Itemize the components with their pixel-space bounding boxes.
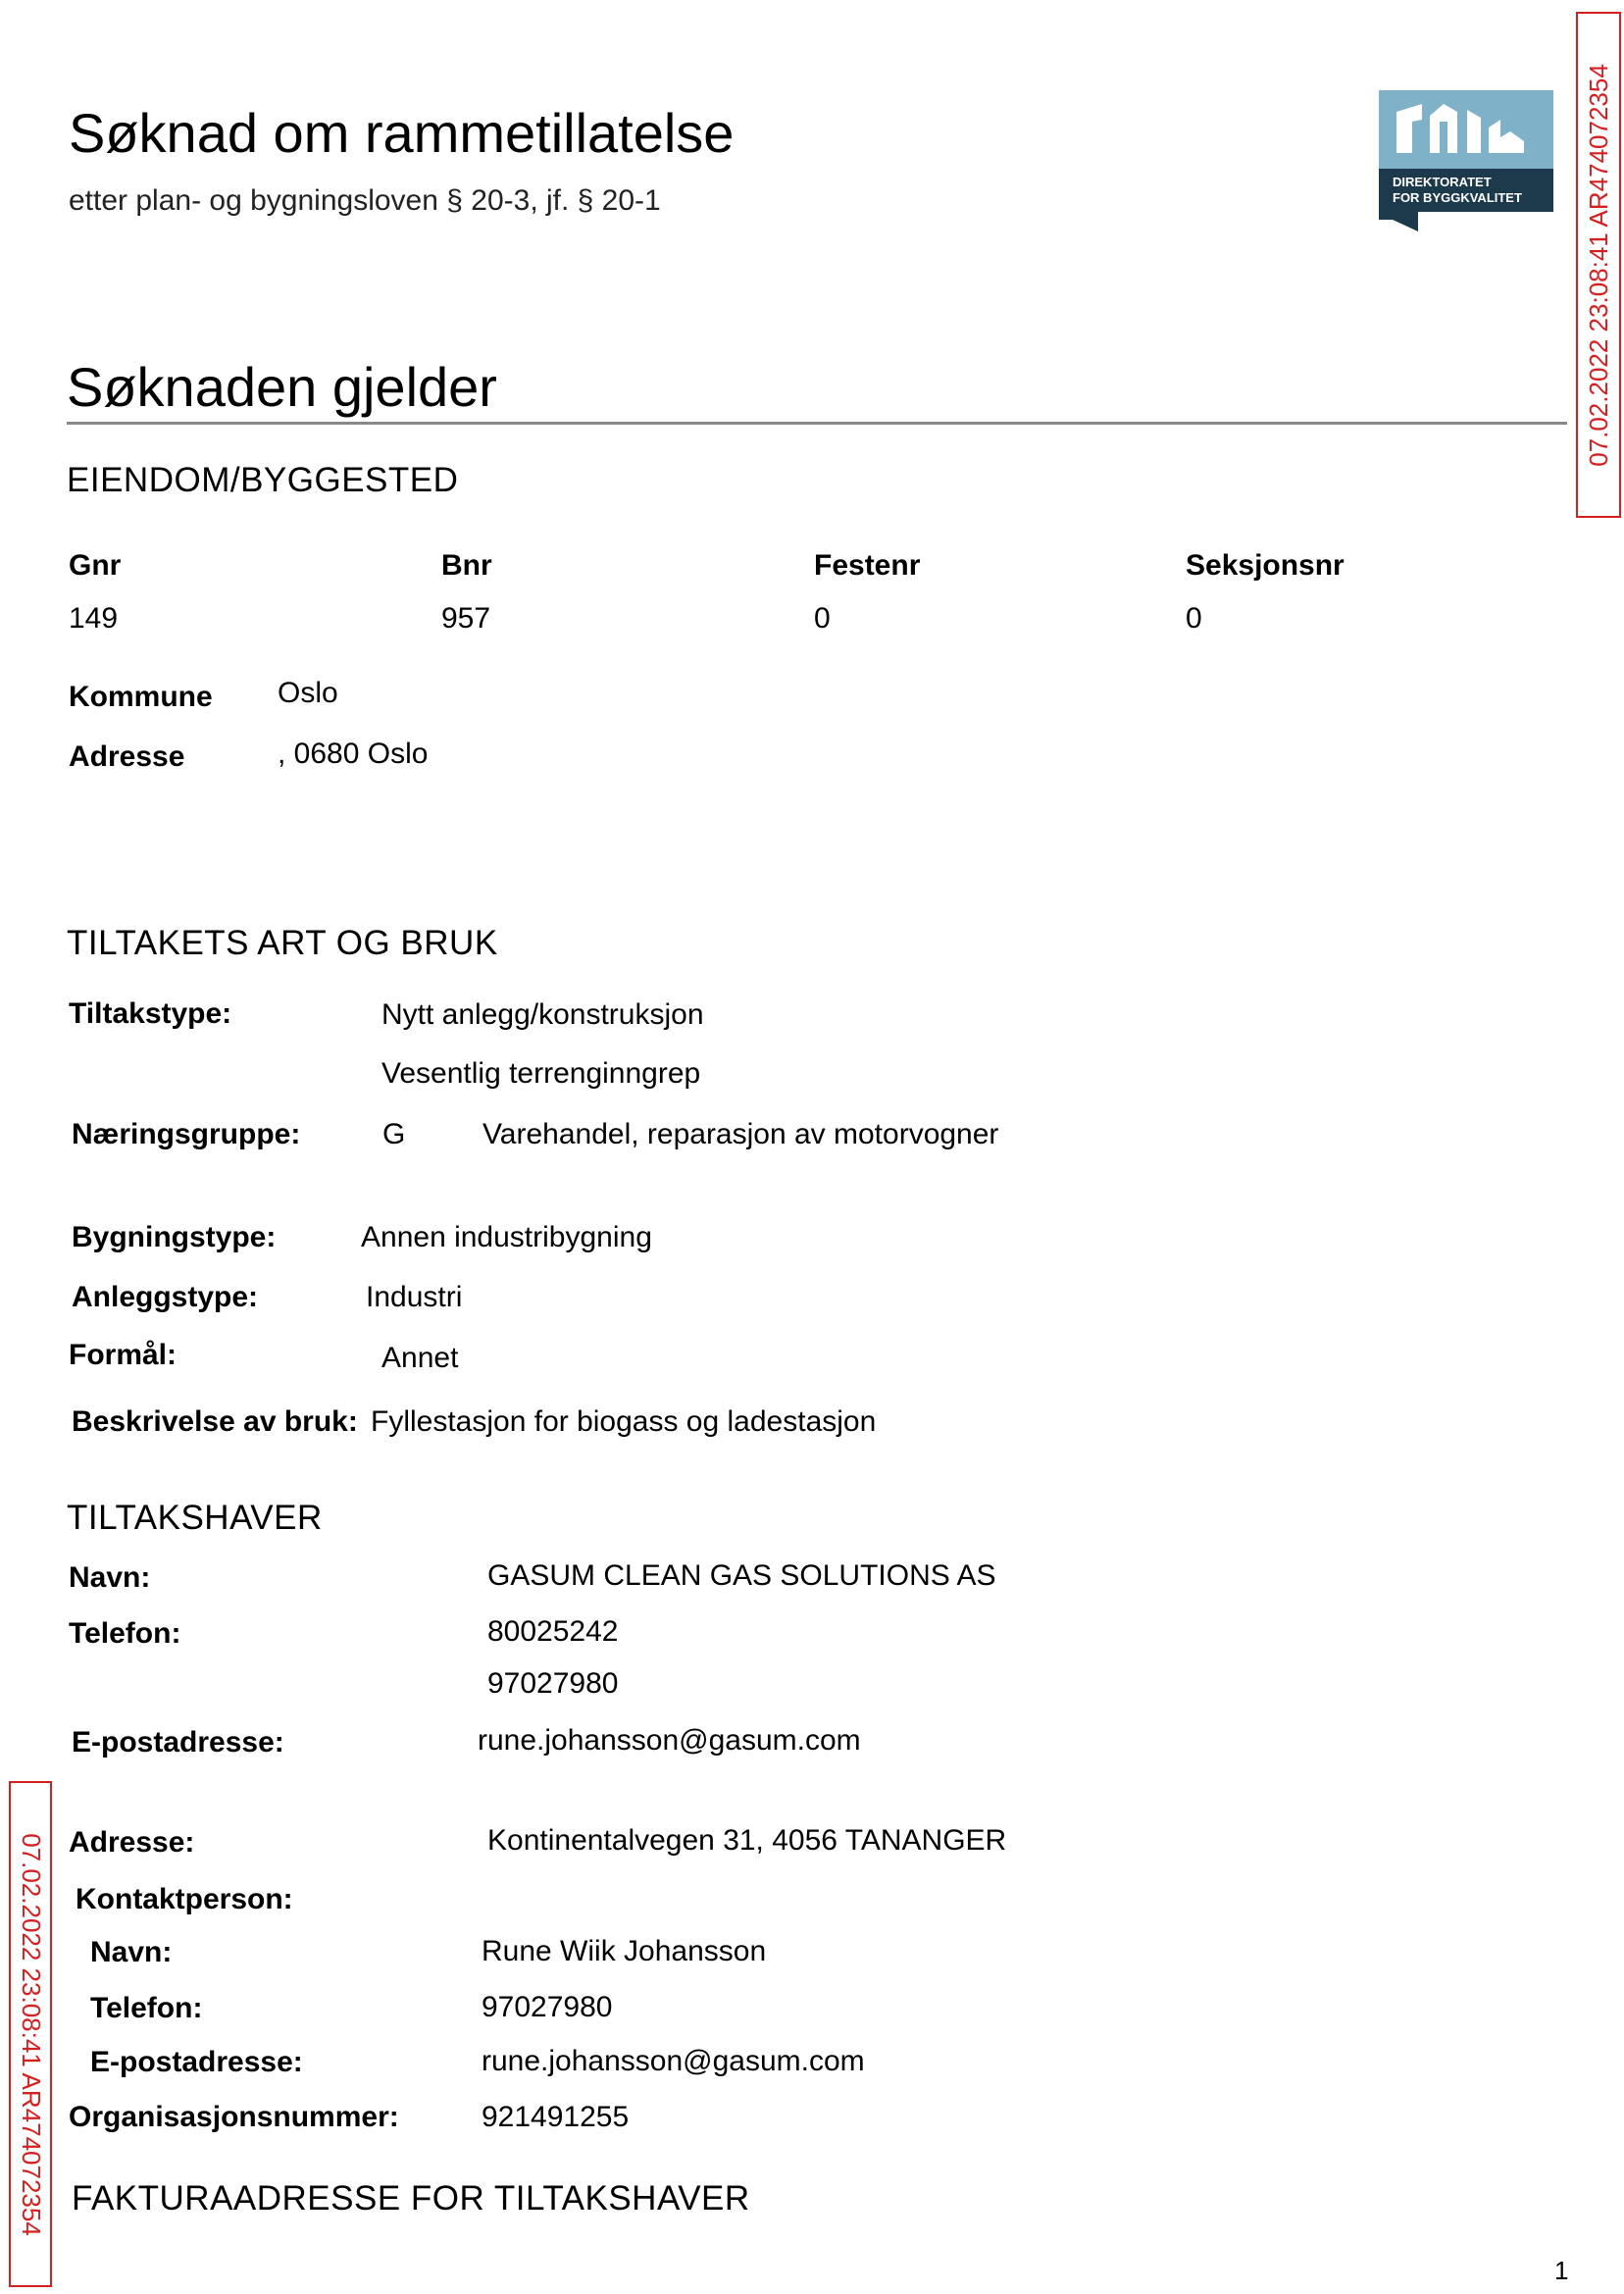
beskrivelse-label: Beskrivelse av bruk: [72,1405,358,1438]
tiltakshaver-adresse-value: Kontinentalvegen 31, 4056 TANANGER [487,1824,1007,1857]
eiendom-heading: EIENDOM/BYGGESTED [67,461,459,499]
document-subtitle: etter plan- og bygningsloven § 20-3, jf. § 20-1 [69,184,661,217]
gnr-label: Gnr [69,549,122,582]
document-title: Søknad om rammetillatelse [69,102,735,164]
tiltakshaver-telefon-label: Telefon: [69,1617,181,1650]
tiltakshaver-navn-label: Navn: [69,1561,151,1594]
tiltakshaver-epost-value: rune.johansson@gasum.com [478,1724,861,1757]
festenr-value: 0 [814,602,831,635]
kontakt-epost-label: E-postadresse: [90,2046,303,2078]
tiltakshaver-navn-value: GASUM CLEAN GAS SOLUTIONS AS [487,1559,996,1592]
tiltakshaver-heading: TILTAKSHAVER [67,1499,323,1537]
gnr-value: 149 [69,602,119,635]
formal-value: Annet [381,1342,459,1374]
archive-stamp-left [9,1781,52,2287]
seksjonsnr-value: 0 [1186,602,1202,635]
kontakt-navn-label: Navn: [90,1936,173,1968]
tiltakshaver-epost-label: E-postadresse: [72,1726,284,1759]
dibk-logo [1379,90,1553,279]
tiltakshaver-telefon-value-2: 97027980 [487,1667,619,1700]
kommune-value: Oslo [278,677,338,709]
archive-stamp-left-text: 07.02.2022 23:08:41 AR474072354 [16,1832,46,2236]
seksjonsnr-label: Seksjonsnr [1186,549,1345,582]
naeringsgruppe-label: Næringsgruppe: [72,1118,301,1150]
formal-label: Formål: [69,1339,178,1371]
tiltakstype-value-1: Nytt anlegg/konstruksjon [381,998,704,1031]
kontakt-epost-value: rune.johansson@gasum.com [482,2045,865,2077]
festenr-label: Festenr [814,549,921,582]
logo-text-2: FOR BYGGKVALITET [1393,190,1522,205]
logo-text-1: DIREKTORATET [1393,175,1492,189]
page-number: 1 [1554,2256,1569,2285]
logo-flag [1379,212,1418,231]
bygningstype-label: Bygningstype: [72,1221,277,1253]
section-divider [67,422,1567,425]
archive-stamp-top-text: 07.02.2022 23:08:41 AR474072354 [1583,63,1613,467]
section-main-heading: Søknaden gjelder [67,356,497,418]
orgnr-label: Organisasjonsnummer: [69,2101,399,2133]
faktura-heading: FAKTURAADRESSE FOR TILTAKSHAVER [72,2179,750,2218]
kontakt-telefon-value: 97027980 [482,1991,613,2023]
bnr-value: 957 [441,602,491,635]
archive-stamp-top [1576,12,1621,518]
adresse-value: , 0680 Oslo [278,738,429,770]
orgnr-value: 921491255 [482,2101,630,2133]
kommune-label: Kommune [69,681,213,713]
anleggstype-value: Industri [366,1281,463,1313]
naeringsgruppe-code: G [382,1118,406,1150]
bnr-label: Bnr [441,549,492,582]
anleggstype-label: Anleggstype: [72,1281,259,1313]
adresse-label: Adresse [69,740,185,773]
tiltakstype-label: Tiltakstype: [69,997,232,1030]
tiltakshaver-adresse-label: Adresse: [69,1826,195,1859]
kontaktperson-label: Kontaktperson: [76,1883,293,1915]
bygningstype-value: Annen industribygning [361,1221,652,1253]
tiltakshaver-telefon-value-1: 80025242 [487,1615,619,1648]
tiltakstype-value-2: Vesentlig terrenginngrep [381,1057,701,1090]
naeringsgruppe-value: Varehandel, reparasjon av motorvogner [482,1118,999,1150]
beskrivelse-value: Fyllestasjon for biogass og ladestasjon [371,1405,877,1438]
kontakt-telefon-label: Telefon: [90,1992,203,2024]
kontakt-navn-value: Rune Wiik Johansson [482,1935,767,1967]
tiltak-heading: TILTAKETS ART OG BRUK [67,924,498,962]
